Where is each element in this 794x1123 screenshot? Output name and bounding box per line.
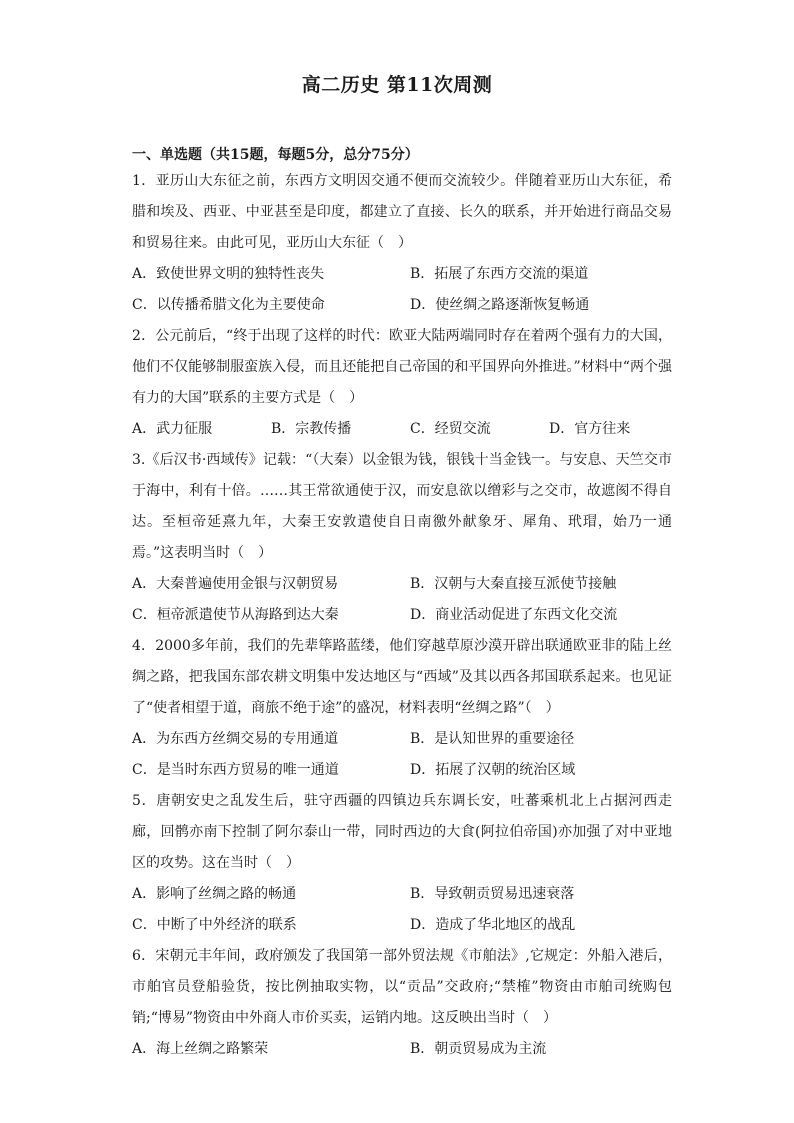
option-c: C．经贸交流 [410,421,491,437]
option-b: B．朝贡贸易成为主流 [410,1041,547,1057]
options-group [132,569,672,631]
section-heading: 一、单选题（共15题，每题5分，总分75分） [132,147,419,163]
question-stem: 4．2000多年前，我们的先辈筚路蓝缕，他们穿越草原沙漠开辟出联通欧亚非的陆上丝绸之路，把我国东部农耕文明集中发达地区与“西域”及其以西各邦国联系起来。也见证了“使者相望于道，商旅不绝于途”的盛况，材料表明“丝绸之路”（ ） [132,638,672,716]
page-title: 高二历史 第11次周测 [301,74,493,96]
options-group [132,1034,672,1065]
option-b: B．汉朝与大秦直接互派使节接触 [410,576,617,592]
options-group [132,724,672,786]
option-d: D．造成了华北地区的战乱 [410,917,576,933]
option-d: D．官方往来 [549,421,631,437]
options-group [132,259,672,321]
option-a: A．致使世界文明的独特性丧失 [132,266,325,282]
option-a: A．武力征服 [132,421,213,437]
question-list [132,166,672,1065]
option-b: B．宗教传播 [271,421,352,437]
question-4 [132,631,672,786]
question-2 [132,321,672,445]
option-b: B．是认知世界的重要途径 [410,731,575,747]
option-d: D．使丝绸之路逐渐恢复畅通 [410,297,590,313]
question-1 [132,166,672,321]
option-c: C．以传播希腊文化为主要使命 [132,297,325,313]
options-group [132,414,672,445]
question-5 [132,786,672,941]
option-c: C．中断了中外经济的联系 [132,917,297,933]
option-c: C．桓帝派遣使节从海路到达大秦 [132,607,339,623]
option-c: C．是当时东西方贸易的唯一通道 [132,762,339,778]
option-b: B．导致朝贡贸易迅速衰落 [410,886,575,902]
option-b: B．拓展了东西方交流的渠道 [410,266,589,282]
question-6 [132,941,672,1065]
options-group [132,879,672,941]
option-d: D．商业活动促进了东西文化交流 [410,607,618,623]
question-stem: 2．公元前后，“终于出现了这样的时代：欧亚大陆两端同时存在着两个强有力的大国，他们不仅能够制服蛮族入侵，而且还能把自己帝国的和平国界向外推进。”材料中“两个强有力的大国”联系的主要方式是（ ） [132,328,672,406]
option-d: D．拓展了汉朝的统治区域 [410,762,576,778]
option-a: A．为东西方丝绸交易的专用通道 [132,731,339,747]
option-a: A．影响了丝绸之路的畅通 [132,886,297,902]
option-a: A．海上丝绸之路繁荣 [132,1041,269,1057]
question-stem: 5．唐朝安史之乱发生后，驻守西疆的四镇边兵东调长安，吐蕃乘机北上占据河西走廊，回鹘亦南下控制了阿尔泰山一带，同时西边的大食(阿拉伯帝国)亦加强了对中亚地区的攻势。这在当时（ ） [132,793,672,871]
question-3 [132,445,672,631]
question-stem: 1．亚历山大东征之前，东西方文明因交通不便而交流较少。伴随着亚历山大东征，希腊和埃及、西亚、中亚甚至是印度，都建立了直接、长久的联系，并开始进行商品交易和贸易往来。由此可见，亚历山大东征（ ） [132,173,672,251]
option-a: A．大秦普遍使用金银与汉朝贸易 [132,576,339,592]
question-stem: 3.《后汉书·西域传》记载：“（大秦）以金银为钱，银钱十当金钱一。与安息、天竺交市于海中，利有十倍。……其王常欲通使于汉，而安息欲以缯彩与之交市，故遮阂不得自达。至桓帝延熹九年，大秦王安敦遣使自日南徼外献象牙、犀角、玳瑁，始乃一通焉。”这表明当时（ ） [132,452,672,561]
question-stem: 6．宋朝元丰年间，政府颁发了我国第一部外贸法规《市舶法》,它规定：外船入港后，市舶官员登船验货，按比例抽取实物，以“贡品”交政府;“禁榷”物资由市舶司统购包销;“博易”物资由中外商人市价买卖，运销内地。这反映出当时（ ） [132,948,672,1026]
